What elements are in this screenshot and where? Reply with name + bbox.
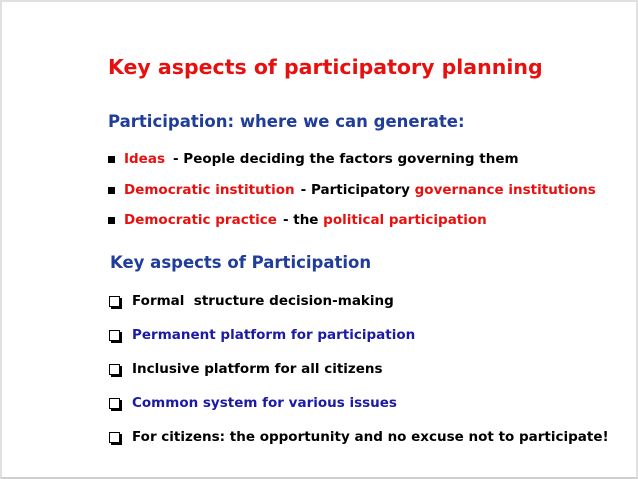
list-item-text: For citizens: the opportunity and no excuse not to participate! bbox=[132, 429, 609, 445]
list-item-highlight: political participation bbox=[323, 212, 487, 228]
list-item bbox=[108, 293, 394, 309]
checkbox-bullet-icon bbox=[109, 432, 120, 443]
list-item-text: Formal structure decision-making bbox=[132, 293, 394, 309]
checkbox-bullet-icon bbox=[109, 330, 120, 341]
slide-title: Key aspects of participatory planning bbox=[108, 55, 543, 79]
list-item bbox=[108, 182, 596, 198]
list-item-highlight: governance institutions bbox=[414, 182, 596, 198]
checkbox-bullet-icon bbox=[109, 398, 120, 409]
checkbox-bullet-icon bbox=[109, 364, 120, 375]
square-bullet-icon bbox=[108, 217, 115, 224]
checkbox-bullet-icon bbox=[109, 296, 120, 307]
square-bullet-icon bbox=[108, 187, 115, 194]
list-item-text: Permanent platform for participation bbox=[132, 327, 416, 343]
list-item-term: Ideas bbox=[124, 151, 165, 167]
list-item bbox=[108, 361, 383, 377]
list-item-term: Democratic institution bbox=[124, 182, 295, 198]
list-item-text: Inclusive platform for all citizens bbox=[132, 361, 383, 377]
list-item-term: Democratic practice bbox=[124, 212, 277, 228]
section2-heading: Key aspects of Participation bbox=[110, 253, 372, 272]
list-item-text: - People deciding the factors governing them bbox=[173, 151, 519, 167]
list-item bbox=[108, 327, 415, 343]
list-item-text: - the bbox=[282, 212, 324, 228]
list-item bbox=[108, 429, 609, 445]
list-item-text: - Participatory bbox=[300, 182, 415, 198]
list-item-text: Common system for various issues bbox=[132, 395, 397, 411]
list-item bbox=[108, 151, 519, 167]
list-item bbox=[108, 395, 397, 411]
section1-heading: Participation: where we can generate: bbox=[108, 112, 465, 131]
square-bullet-icon bbox=[108, 156, 115, 163]
list-item bbox=[108, 212, 487, 228]
